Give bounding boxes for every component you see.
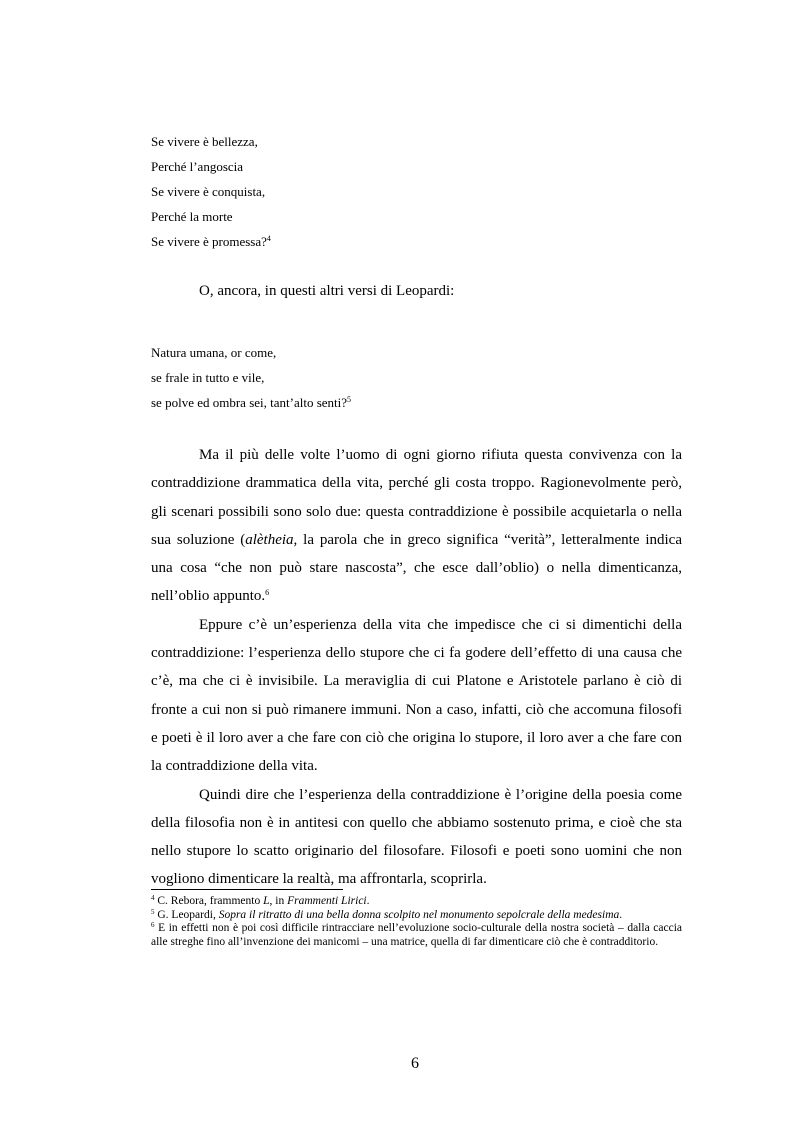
greek-term: alètheia — [245, 531, 294, 548]
verse-line — [151, 390, 351, 415]
verse-line-text: Se vivere è promessa? — [151, 234, 267, 249]
verse-line: Se vivere è conquista, — [151, 184, 266, 199]
paragraph-1: Ma il più delle volte l’uomo di ogni giorno rifiuta questa convivenza con la contraddizione drammatica della vita, perché gli costa troppo. Ragionevolmente però, gli scenari possibili sono solo due: questa contraddizione è possibile acquietarla o nella sua soluzione (alètheia, la parola che in greco significa “verità”, letteralmente indica una cosa “che non può stare nascosta”, che esce dall’oblio) o nella dimenticanza, nell’oblio appunto.$^6$ — [151, 447, 682, 605]
footnote-4: $^4$ C. Rebora, frammento L, in Frammenti Lirici. — [151, 894, 370, 907]
footnote-ref-5[interactable]: 5 — [347, 395, 352, 404]
footnotes — [151, 895, 682, 949]
verse-line: Perché la morte — [151, 209, 233, 224]
intro-line: O, ancora, in questi altri versi di Leopardi: — [199, 283, 455, 299]
verse-quote-leopardi — [151, 340, 351, 415]
verse-line: Perché l’angoscia — [151, 159, 244, 174]
page-number: 6 — [411, 1055, 419, 1072]
body-text — [151, 441, 682, 894]
paragraph-2: Eppure c’è un’esperienza della vita che impedisce che ci si dimentichi della contraddizione: l’esperienza dello stupore che ci fa godere dell’effetto di una causa che c’è, ma che ci è invisibile. La meraviglia di cui Platone e Aristotele parlano è ciò di fronte a cui non si può rimanere immuni. Non a caso, infatti, ciò che accomuna filosofi e poeti è il loro aver a che fare con ciò che origina lo stupore, il loro aver a che fare con la contraddizione della vita. — [151, 616, 682, 775]
verse-line: se frale in tutto e vile, — [151, 370, 265, 385]
verse-line — [151, 229, 271, 254]
footnote-6: $^6$ E in effetti non è poi così difficile rintracciare nell’evoluzione socio-culturale della nostra società – dalla caccia alle streghe fino all’invenzione dei manicomi – una matrice, quella di far dimenticare ciò che è contradditorio. — [151, 921, 682, 948]
footnote-ref-6[interactable]: 6 — [265, 588, 270, 598]
paragraph-3: Quindi dire che l’esperienza della contraddizione è l’origine della poesia come della filosofia non è in antitesi con quello che abbiamo sostenuto prima, e cioè che sta nello stupore lo scatto originario del filosofare. Filosofi e poeti sono uomini che non vogliono dimenticare la realtà, ma affrontarla, scoprirla. — [151, 786, 682, 888]
footnote-separator — [151, 889, 343, 890]
verse-line: Se vivere è bellezza, — [151, 134, 258, 149]
verse-line: Natura umana, or come, — [151, 345, 277, 360]
footnote-5: $^5$ G. Leopardi, Sopra il ritratto di una bella donna scolpito nel monumento sepolcrale della medesima. — [151, 907, 623, 921]
verse-line-text: se polve ed ombra sei, tant’alto senti? — [151, 395, 348, 410]
footnote-ref-4[interactable]: 4 — [266, 234, 271, 243]
verse-quote-rebora — [151, 129, 271, 254]
